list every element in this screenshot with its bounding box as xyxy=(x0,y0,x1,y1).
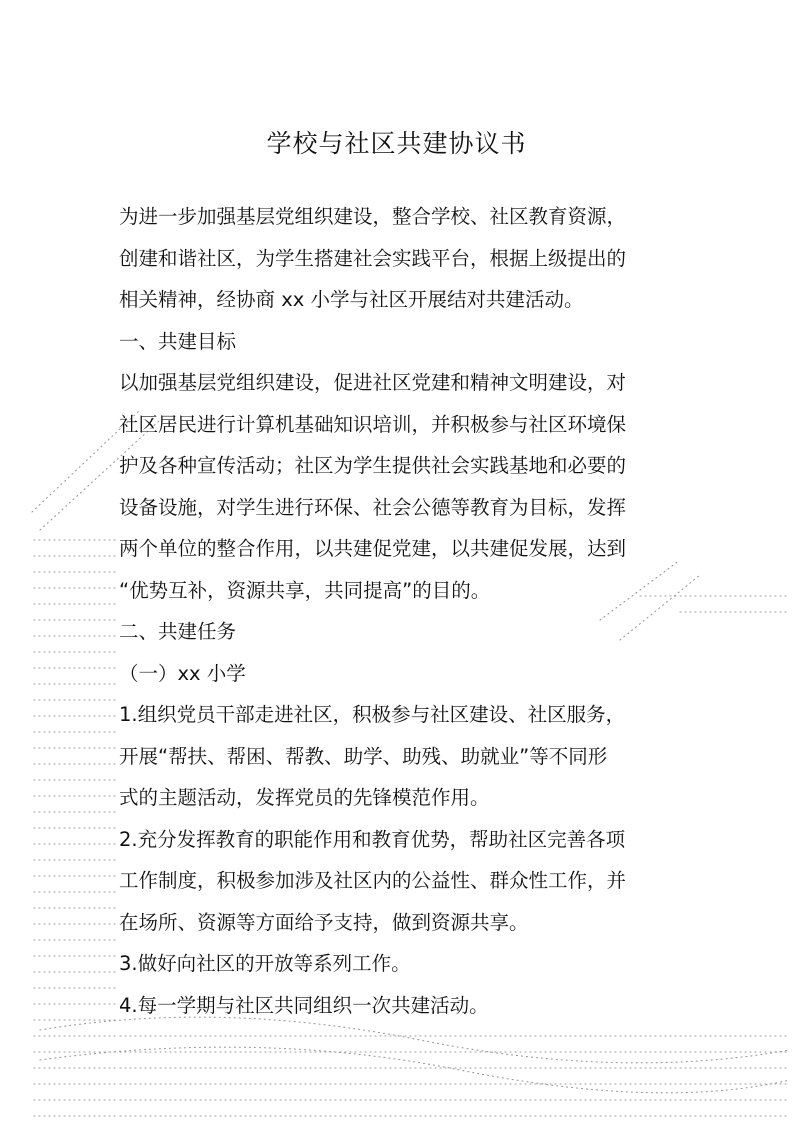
body-line-10: “优势互补，资源共享，共同提高”的目的。 xyxy=(119,578,491,602)
task-item-1-line-2: 开展“帮扶、帮困、帮教、助学、助残、助就业”等不同形 xyxy=(119,744,608,768)
task-item-2-line-1: 2.充分发挥教育的职能作用和教育优势，帮助社区完善各项 xyxy=(119,827,626,851)
body-line-5: 以加强基层党组织建设，促进社区党建和精神文明建设，对 xyxy=(119,371,627,394)
body-line-6: 社区居民进行计算机基础知识培训，并积极参与社区环境保 xyxy=(119,412,627,436)
task-item-3: 3.做好向社区的开放等系列工作。 xyxy=(119,952,411,975)
document-title: 学校与社区共建协议书 xyxy=(266,129,527,158)
body-line-3: 相关精神，经协商 xx 小学与社区开展结对共建活动。 xyxy=(119,288,584,311)
body-line-8: 设备设施，对学生进行环保、社会公德等教育为目标，发挥 xyxy=(119,495,627,519)
body-line-2: 创建和谐社区，为学生搭建社会实践平台，根据上级提出的 xyxy=(119,246,627,270)
section-heading-goals: 一、共建目标 xyxy=(119,329,237,353)
body-line-9: 两个单位的整合作用，以共建促党建，以共建促发展，达到 xyxy=(119,537,627,560)
body-line-1: 为进一步加强基层党组织建设，整合学校、社区教育资源， xyxy=(119,205,627,228)
task-item-1-line-3: 式的主题活动，发挥党员的先锋模范作用。 xyxy=(119,786,490,809)
task-item-2-line-2: 工作制度，积极参加涉及社区内的公益性、群众性工作，并 xyxy=(119,869,627,892)
document-body xyxy=(119,196,679,1026)
task-item-4: 4.每一学期与社区共同组织一次共建活动。 xyxy=(119,993,489,1017)
body-line-7: 护及各种宣传活动；社区为学生提供社会实践基地和必要的 xyxy=(119,454,627,477)
section-heading-tasks: 二、共建任务 xyxy=(119,620,237,643)
task-item-2-line-3: 在场所、资源等方面给予支持，做到资源共享。 xyxy=(119,910,529,934)
subsection-heading-school: （一）xx 小学 xyxy=(119,661,246,685)
task-item-1-line-1: 1.组织党员干部走进社区，积极参与社区建设、社区服务， xyxy=(119,703,626,726)
